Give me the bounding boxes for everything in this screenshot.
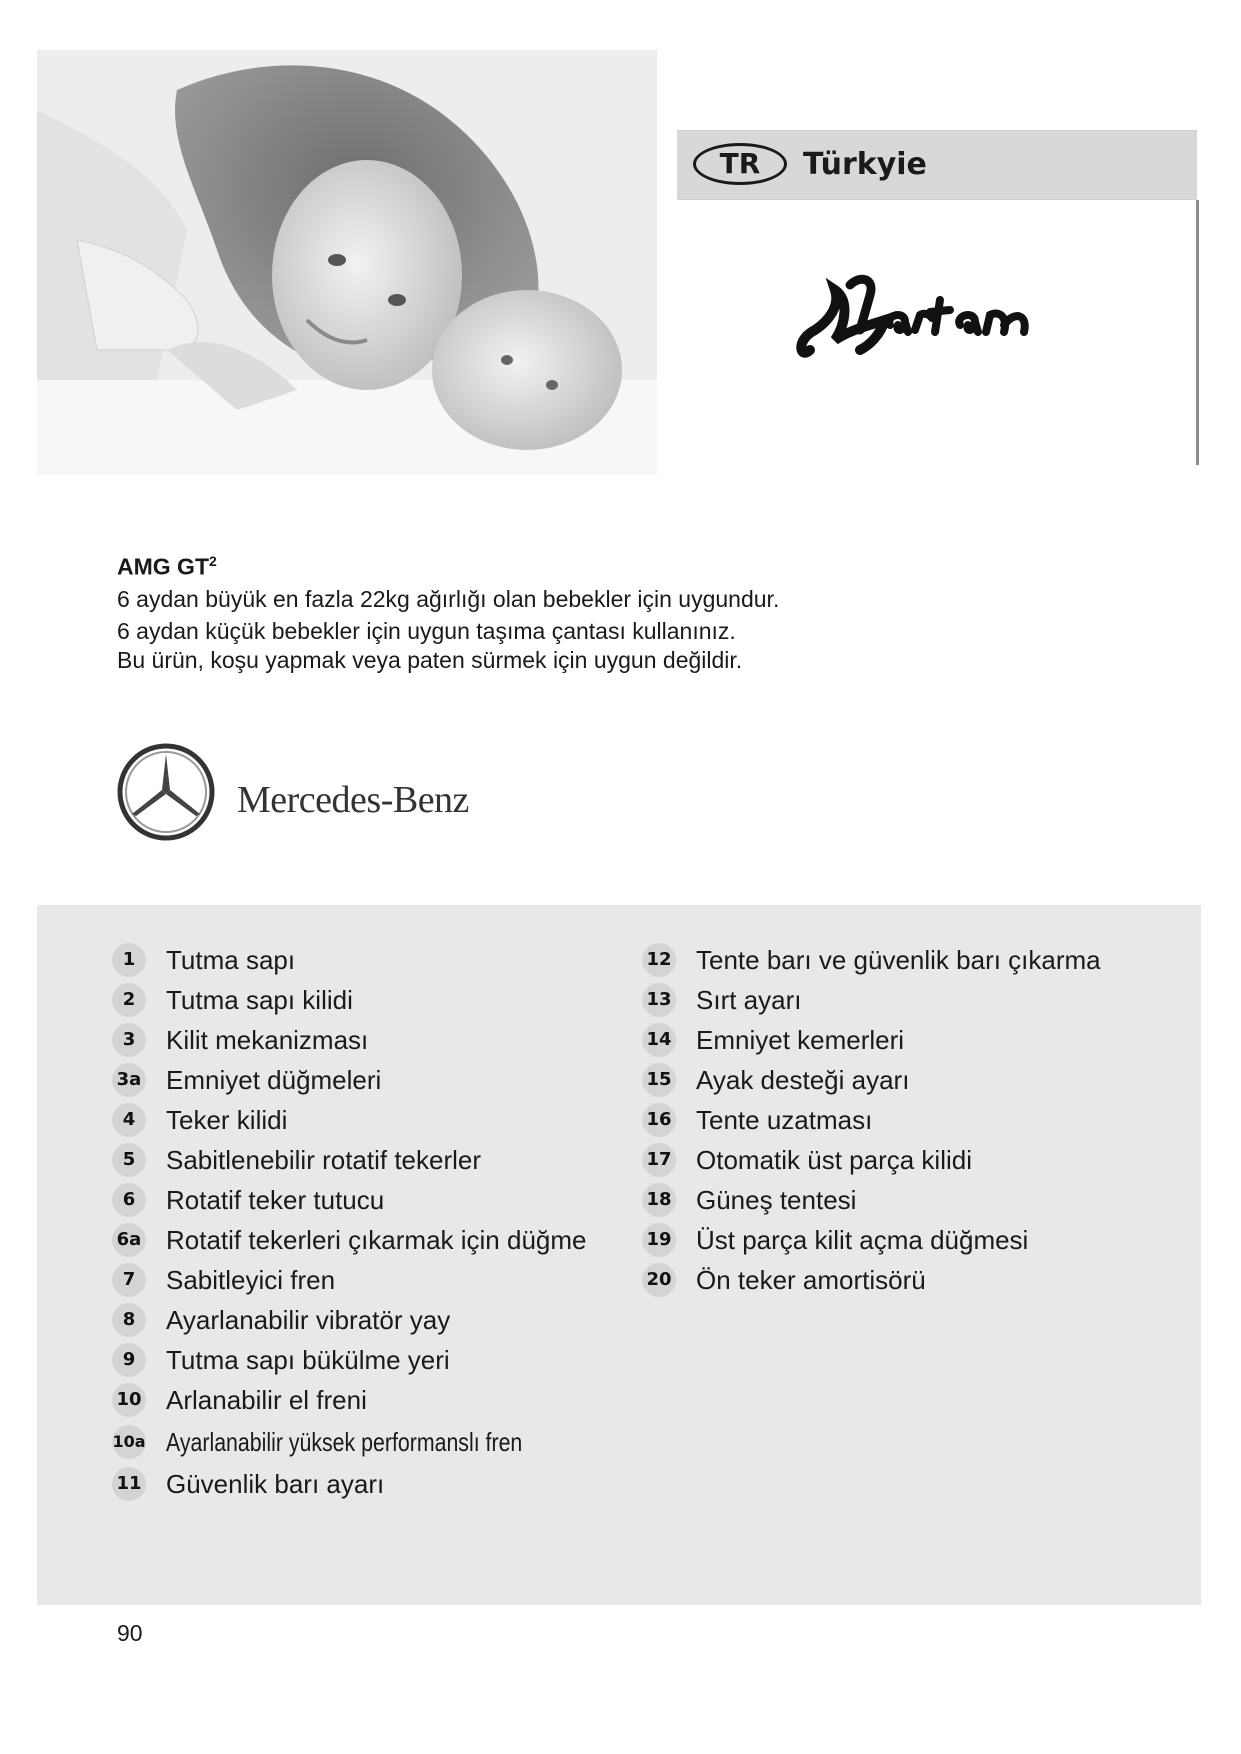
parts-list-right bbox=[642, 940, 1101, 1300]
part-item bbox=[642, 980, 1101, 1020]
part-label: Güvenlik barı ayarı bbox=[166, 1468, 385, 1499]
part-label: Üst parça kilit açma düğmesi bbox=[696, 1224, 1029, 1255]
page-number: 90 bbox=[117, 1620, 143, 1646]
part-item bbox=[112, 980, 600, 1020]
part-label: Sabitlenebilir rotatif tekerler bbox=[166, 1144, 482, 1175]
part-number-badge: 18 bbox=[642, 1183, 676, 1217]
part-number-badge: 15 bbox=[642, 1063, 676, 1097]
part-item bbox=[112, 1220, 600, 1260]
part-label: Tutma sapı bükülme yeri bbox=[166, 1344, 450, 1375]
part-number-badge: 9 bbox=[112, 1343, 146, 1377]
part-number-badge: 16 bbox=[642, 1103, 676, 1137]
part-item bbox=[642, 1260, 1101, 1300]
intro-line: 6 aydan küçük bebekler için uygun taşıma çantası kullanınız. bbox=[117, 617, 736, 644]
part-number-badge: 6a bbox=[112, 1223, 146, 1257]
part-item bbox=[112, 1380, 600, 1420]
language-name: Türkyie bbox=[803, 147, 927, 182]
part-item bbox=[112, 1464, 600, 1504]
part-label: Emniyet düğmeleri bbox=[166, 1064, 382, 1095]
part-item bbox=[112, 1340, 600, 1380]
part-item bbox=[642, 940, 1101, 980]
intro-line: Bu ürün, koşu yapmak veya paten sürmek için uygun değildir. bbox=[117, 646, 743, 673]
part-number-badge: 3a bbox=[112, 1063, 146, 1097]
part-number-badge: 20 bbox=[642, 1263, 676, 1297]
parts-panel bbox=[37, 905, 1201, 1605]
part-label: Kilit mekanizması bbox=[166, 1024, 369, 1055]
part-item bbox=[112, 1180, 600, 1220]
part-label: Tente uzatması bbox=[696, 1104, 873, 1135]
part-item bbox=[112, 1420, 600, 1464]
part-label: Güneş tentesi bbox=[696, 1184, 857, 1215]
part-label: Sırt ayarı bbox=[696, 984, 802, 1015]
part-number-badge: 7 bbox=[112, 1263, 146, 1297]
part-label: Arlanabilir el freni bbox=[166, 1384, 367, 1415]
part-item bbox=[642, 1060, 1101, 1100]
part-number-badge: 19 bbox=[642, 1223, 676, 1257]
part-item bbox=[112, 1260, 600, 1300]
part-number-badge: 1 bbox=[112, 943, 146, 977]
part-item bbox=[642, 1220, 1101, 1260]
edge-line bbox=[1196, 200, 1199, 465]
part-item bbox=[112, 1140, 600, 1180]
part-item bbox=[642, 1140, 1101, 1180]
part-item bbox=[642, 1020, 1101, 1060]
part-number-badge: 14 bbox=[642, 1023, 676, 1057]
parts-list-left bbox=[112, 940, 600, 1504]
language-bar bbox=[677, 130, 1197, 200]
part-label: Emniyet kemerleri bbox=[696, 1024, 905, 1055]
part-label: Sabitleyici fren bbox=[166, 1264, 336, 1295]
part-item bbox=[642, 1100, 1101, 1140]
part-label: Teker kilidi bbox=[166, 1104, 288, 1135]
part-number-badge: 11 bbox=[112, 1467, 146, 1501]
hartan-logo bbox=[790, 270, 1050, 370]
part-number-badge: 8 bbox=[112, 1303, 146, 1337]
partner-name: Mercedes-Benz bbox=[237, 779, 469, 821]
part-number-badge: 10 bbox=[112, 1383, 146, 1417]
part-number-badge: 17 bbox=[642, 1143, 676, 1177]
part-number-badge: 13 bbox=[642, 983, 676, 1017]
part-label: Tente barı ve güvenlik barı çıkarma bbox=[696, 944, 1101, 975]
photo-illustration bbox=[37, 50, 657, 475]
part-label: Ayarlanabilir vibratör yay bbox=[166, 1304, 451, 1335]
part-number-badge: 3 bbox=[112, 1023, 146, 1057]
part-item bbox=[112, 1300, 600, 1340]
part-item bbox=[642, 1180, 1101, 1220]
part-label: Ayak desteği ayarı bbox=[696, 1064, 910, 1095]
mercedes-star-icon bbox=[116, 742, 216, 842]
part-label: Tutma sapı kilidi bbox=[166, 984, 353, 1015]
part-number-badge: 4 bbox=[112, 1103, 146, 1137]
part-label: Rotatif tekerleri çıkarmak için düğme bbox=[166, 1224, 587, 1255]
part-item bbox=[112, 1060, 600, 1100]
part-label: Ayarlanabilir yüksek performanslı fren bbox=[166, 1426, 523, 1457]
part-item bbox=[112, 1020, 600, 1060]
part-item bbox=[112, 940, 600, 980]
part-number-badge: 5 bbox=[112, 1143, 146, 1177]
part-number-badge: 12 bbox=[642, 943, 676, 977]
product-intro bbox=[117, 545, 779, 676]
language-code-badge: TR bbox=[693, 143, 787, 185]
part-number-badge: 2 bbox=[112, 983, 146, 1017]
mother-baby-photo bbox=[37, 50, 657, 475]
part-label: Ön teker amortisörü bbox=[696, 1264, 926, 1295]
part-number-badge: 6 bbox=[112, 1183, 146, 1217]
part-item bbox=[112, 1100, 600, 1140]
part-number-badge: 10a bbox=[112, 1425, 146, 1459]
intro-line: 6 aydan büyük en fazla 22kg ağırlığı olan bebekler için uygundur. bbox=[117, 585, 780, 612]
part-label: Tutma sapı bbox=[166, 944, 296, 975]
part-label: Rotatif teker tutucu bbox=[166, 1184, 385, 1215]
part-label: Otomatik üst parça kilidi bbox=[696, 1144, 972, 1175]
product-title: AMG $GT^2$ bbox=[117, 553, 217, 580]
